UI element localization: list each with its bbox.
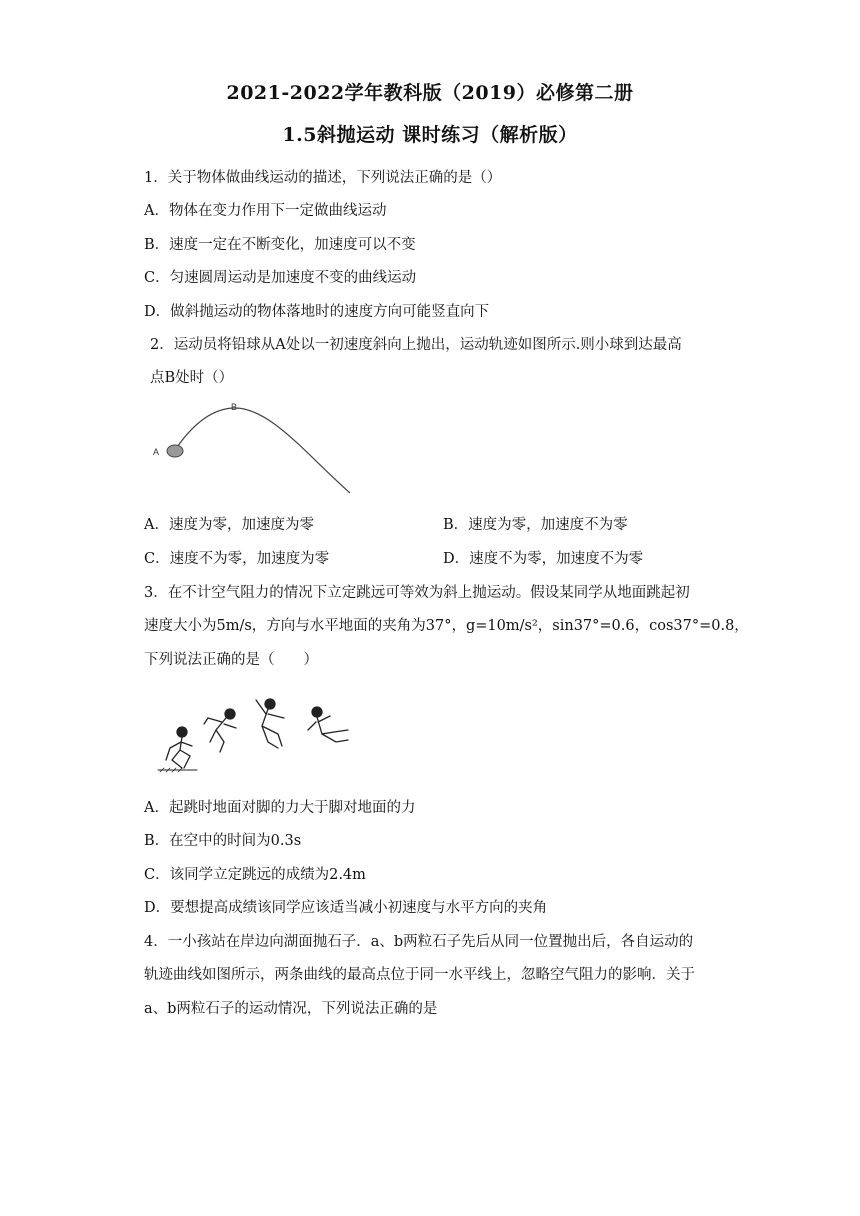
document-title: 2021-2022学年教科版（2019）必修第二册 (226, 82, 634, 104)
question-3-stem-line1: 3．在不计空气阻力的情况下立定跳远可等效为斜上抛运动。假设某同学从地面跳起初 (144, 585, 690, 601)
shot-put-ball (167, 445, 183, 457)
question-4-stem-line3: a、b两粒石子的运动情况，下列说法正确的是 (144, 1001, 438, 1017)
question-2-option-c: C．速度不为零，加速度为零 (144, 551, 330, 567)
question-3-stem-line2: 速度大小为5m/s，方向与水平地面的夹角为37°，g=10m/s²，sin37°=0.6，cos37°=0.8， (144, 618, 749, 634)
question-1-option-c: C．匀速圆周运动是加速度不变的曲线运动 (144, 270, 417, 286)
standing-long-jump-figure (152, 690, 367, 775)
question-3-option-b: B．在空中的时间为0.3s (144, 833, 302, 849)
point-b-label: B (231, 402, 238, 412)
question-1-option-b: B．速度一定在不断变化，加速度可以不变 (144, 237, 416, 253)
question-1-option-d: D．做斜抛运动的物体落地时的速度方向可能竖直向下 (144, 304, 490, 320)
question-4-stem-line2: 轨迹曲线如图所示，两条曲线的最高点位于同一水平线上，忽略空气阻力的影响．关于 (144, 967, 695, 983)
question-2-option-a: A．速度为零，加速度为零 (144, 517, 314, 533)
question-2-option-b: B．速度为零，加速度不为零 (443, 517, 628, 533)
point-a-label: A (153, 447, 160, 457)
document-subtitle: 1.5斜抛运动 课时练习（解析版） (282, 124, 578, 146)
question-3-stem-line3: 下列说法正确的是（ ） (144, 652, 318, 668)
trajectory-curve (175, 408, 350, 493)
shot-put-trajectory-figure (145, 398, 360, 498)
question-1-stem: 1．关于物体做曲线运动的描述，下列说法正确的是（） (144, 170, 502, 186)
question-2-option-d: D．速度不为零，加速度不为零 (443, 551, 644, 567)
question-3-option-d: D．要想提高成绩该同学应该适当减小初速度与水平方向的夹角 (144, 900, 548, 916)
question-2-stem-line1: 2．运动员将铅球从A处以一初速度斜向上抛出，运动轨迹如图所示.则小球到达最高 (150, 337, 682, 353)
question-1-option-a: A．物体在变力作用下一定做曲线运动 (144, 203, 387, 219)
question-3-option-a: A．起跳时地面对脚的力大于脚对地面的力 (144, 800, 416, 816)
question-2-stem-line2: 点B处时（） (150, 370, 234, 386)
question-4-stem-line1: 4．一小孩站在岸边向湖面抛石子．a、b两粒石子先后从同一位置抛出后，各自运动的 (144, 934, 694, 950)
question-3-option-c: C．该同学立定跳远的成绩为2.4m (144, 867, 366, 883)
